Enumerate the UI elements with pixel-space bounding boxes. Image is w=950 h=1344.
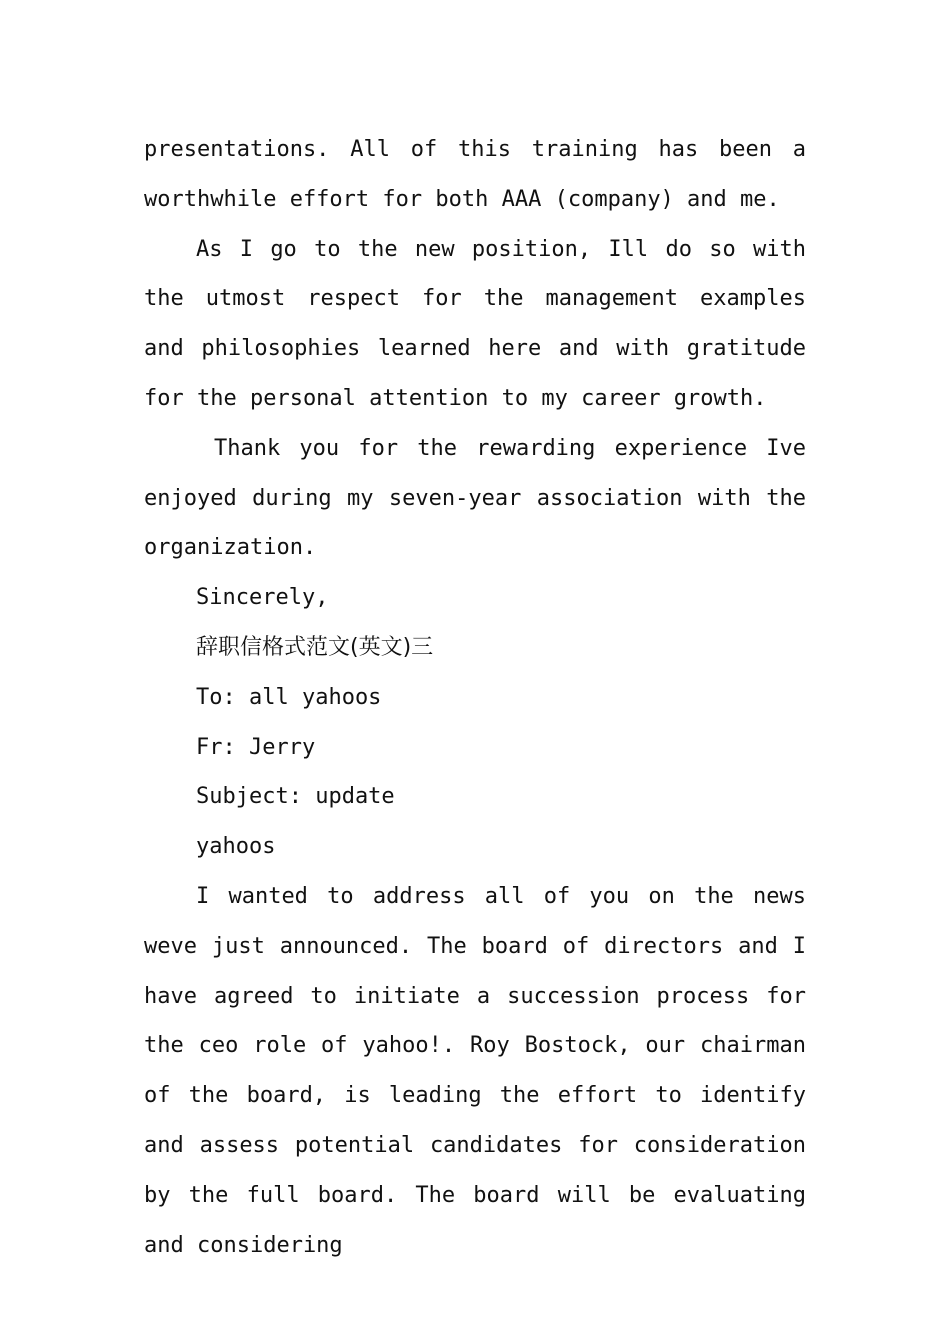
paragraph-training: presentations. All of this training has been a worthwhile effort for both AAA (company) and me. [144, 137, 806, 212]
salutation-line: yahoos [196, 834, 276, 860]
document-body [144, 125, 806, 1270]
memo-subject-line: Subject: update [196, 784, 395, 810]
section-heading: 辞职信格式范文(英文)三 [196, 634, 434, 660]
paragraph-announcement: I wanted to address all of you on the news weve just announced. The board of directors and I have agreed to initiate a succession process for the ceo role of yahoo!. Roy Bostock, our chairman of the board, is leading the effort to identify and assess potential candidates for consideration by the full board. The board will be evaluating and considering [144, 883, 806, 1258]
paragraph-thank-you: Thank you for the rewarding experience Ive enjoyed during my seven-year association with the organization. [144, 435, 806, 561]
memo-to-line: To: all yahoos [196, 684, 382, 710]
paragraph-new-position: As I go to the new position, Ill do so with the utmost respect for the management examples and philosophies learned here and with gratitude for the personal attention to my career growth. [144, 236, 806, 411]
closing-line: Sincerely, [196, 585, 329, 611]
memo-from-line: Fr: Jerry [196, 734, 316, 760]
